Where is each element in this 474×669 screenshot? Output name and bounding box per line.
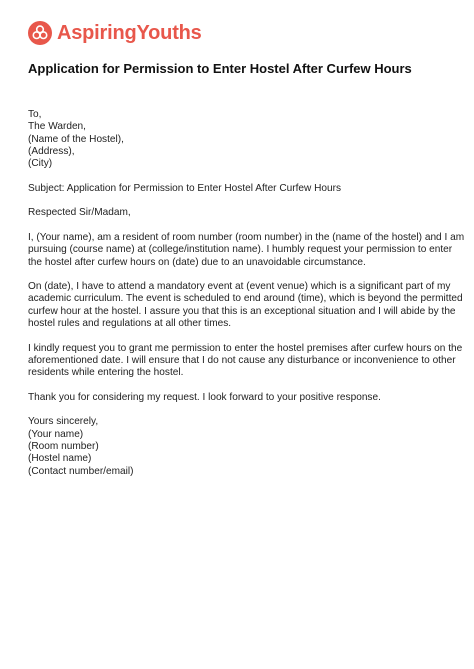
paragraph-line: academic curriculum. The event is scheduled to end around (time), which is beyond the permitted — [28, 293, 463, 305]
brand-name: AspiringYouths — [57, 22, 202, 44]
paragraph-line: the hostel after curfew hours on (date) due to an unavoidable circumstance. — [28, 256, 366, 268]
body-paragraph-3 — [28, 342, 463, 380]
salutation — [28, 207, 448, 219]
address-line: To, — [28, 109, 42, 120]
signature-line: (Hostel name) — [28, 453, 92, 465]
subject-line — [28, 183, 448, 195]
paragraph-line: pursuing (course name) at (college/institution name). I humbly request your permission to enter — [28, 244, 453, 256]
recipient-address — [28, 109, 448, 170]
address-line: (Name of the Hostel), — [28, 133, 124, 145]
subject-text: Subject: Application for Permission to Enter Hostel After Curfew Hours — [28, 182, 342, 194]
signature-line: (Contact number/email) — [28, 465, 134, 477]
signature-line: (Your name) — [28, 428, 84, 440]
signature-block — [28, 416, 448, 477]
paragraph-line: I, (Your name), am a resident of room number (room number) in the (name of the hostel) and I am — [28, 231, 465, 243]
paragraph-line: On (date), I have to attend a mandatory event at (event venue) which is a significant part of my — [28, 281, 451, 293]
paragraph-line: residents while entering the hostel. — [28, 367, 184, 379]
paragraph-line: aforementioned date. I will ensure that I do not cause any disturbance or inconvenience to other — [28, 354, 456, 366]
body-paragraph-4 — [28, 392, 448, 404]
document-title: Application for Permission to Enter Hostel After Curfew Hours — [28, 61, 412, 76]
address-line: (Address), — [28, 145, 75, 157]
paragraph-line: Thank you for considering my request. I look forward to your positive response. — [28, 391, 381, 403]
address-line: The Warden, — [28, 121, 86, 133]
tri-circle-knot-icon — [28, 21, 52, 45]
paragraph-line: I kindly request you to grant me permission to enter the hostel premises after curfew hours on the — [28, 342, 463, 354]
salutation-text: Respected Sir/Madam, — [28, 207, 131, 219]
body-paragraph-2 — [28, 281, 463, 330]
paragraph-line: curfew hour at the hostel. I assure you that this is an exceptional situation and I will abide by the — [28, 305, 456, 317]
signature-line: Yours sincerely, — [28, 416, 99, 428]
brand-header — [28, 20, 202, 46]
signature-line: (Room number) — [28, 441, 99, 453]
body-paragraph-1 — [28, 231, 465, 269]
paragraph-line: hostel rules and regulations at all other times. — [28, 318, 232, 330]
letter-body — [28, 109, 465, 490]
address-line: (City) — [28, 158, 53, 170]
